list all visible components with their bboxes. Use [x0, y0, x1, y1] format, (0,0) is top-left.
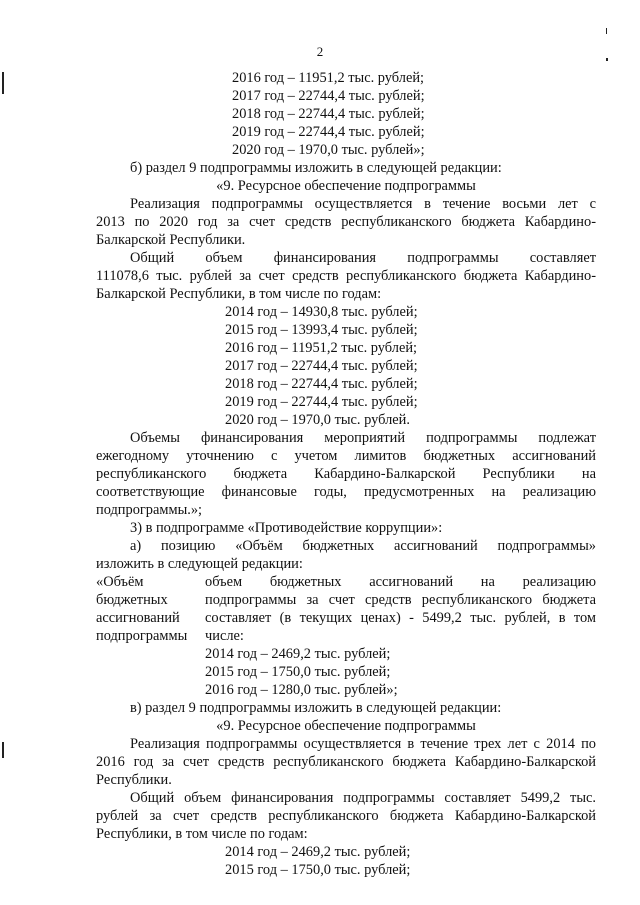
- year-line: 2014 год – 2469,2 тыс. рублей;: [205, 646, 391, 662]
- year-line: 2015 год – 1750,0 тыс. рублей;: [205, 664, 391, 680]
- year-line: 2014 год – 2469,2 тыс. рублей;: [225, 844, 411, 860]
- scan-mark: [2, 742, 4, 758]
- year-line: 2020 год – 1970,0 тыс. рублей»;: [232, 142, 425, 158]
- year-line: 2017 год – 22744,4 тыс. рублей;: [232, 88, 425, 104]
- page-number: 2: [316, 44, 324, 59]
- item-v: в) раздел 9 подпрограммы изложить в следующей редакции:: [130, 700, 502, 716]
- paragraph-line: ежегодному уточнению с учетом лимитов бюджетных ассигнований: [96, 448, 596, 464]
- paragraph-line: рублей за счет средств республиканского бюджета Кабардино-Балкарской: [96, 808, 596, 824]
- table-right-cell: объем бюджетных ассигнований на реализацию: [205, 574, 596, 590]
- paragraph-line: Республики, в том числе по годам:: [96, 826, 308, 842]
- year-line: 2016 год – 11951,2 тыс. рублей;: [225, 340, 418, 356]
- paragraph-line: подпрограммы.»;: [96, 502, 203, 518]
- paragraph-line: соответствующие финансовые годы, предусмотренных на реализацию: [96, 484, 596, 500]
- paragraph-line: Объемы финансирования мероприятий подпрограммы подлежат: [130, 430, 596, 446]
- item-b: б) раздел 9 подпрограммы изложить в следующей редакции:: [130, 160, 502, 176]
- scan-mark: [606, 28, 607, 34]
- year-line: 2014 год – 14930,8 тыс. рублей;: [225, 304, 418, 320]
- paragraph-line: 111078,6 тыс. рублей за счет средств республиканского бюджета Кабардино-: [96, 268, 596, 284]
- table-right-cell: числе:: [205, 628, 244, 644]
- table-left-cell: бюджетных: [96, 592, 168, 608]
- paragraph-line: 2013 по 2020 год за счет средств республиканского бюджета Кабардино-: [96, 214, 596, 230]
- item-a: а) позицию «Объём бюджетных ассигнований подпрограммы»: [130, 538, 596, 554]
- table-left-cell: ассигнований: [96, 610, 180, 626]
- year-line: 2015 год – 13993,4 тыс. рублей;: [225, 322, 418, 338]
- year-line: 2018 год – 22744,4 тыс. рублей;: [232, 106, 425, 122]
- item-a: изложить в следующей редакции:: [96, 556, 303, 572]
- paragraph-line: 2016 год за счет средств республиканского бюджета Кабардино-Балкарской: [96, 754, 596, 770]
- year-line: 2015 год – 1750,0 тыс. рублей;: [225, 862, 411, 878]
- paragraph-line: Балкарской Республики.: [96, 232, 246, 248]
- table-right-cell: подпрограммы за счет средств республиканского бюджета: [205, 592, 596, 608]
- year-line: 2019 год – 22744,4 тыс. рублей;: [232, 124, 425, 140]
- section-heading: «9. Ресурсное обеспечение подпрограммы: [216, 718, 476, 734]
- year-line: 2020 год – 1970,0 тыс. рублей.: [225, 412, 410, 428]
- year-line: 2018 год – 22744,4 тыс. рублей;: [225, 376, 418, 392]
- year-line: 2016 год – 1280,0 тыс. рублей»;: [205, 682, 398, 698]
- paragraph-line: Республики.: [96, 772, 172, 788]
- year-line: 2019 год – 22744,4 тыс. рублей;: [225, 394, 418, 410]
- paragraph-line: Реализация подпрограммы осуществляется в течение трех лет с 2014 по: [130, 736, 596, 752]
- item-3: 3) в подпрограмме «Противодействие коррупции»:: [130, 520, 443, 536]
- section-heading: «9. Ресурсное обеспечение подпрограммы: [216, 178, 476, 194]
- year-line: 2017 год – 22744,4 тыс. рублей;: [225, 358, 418, 374]
- table-right-cell: составляет (в текущих ценах) - 5499,2 тыс. рублей, в том: [205, 610, 596, 626]
- table-left-cell: подпрограммы: [96, 628, 188, 644]
- paragraph-line: Реализация подпрограммы осуществляется в течение восьми лет с: [130, 196, 596, 212]
- paragraph-line: Общий объем финансирования подпрограммы составляет: [130, 250, 596, 266]
- paragraph-line: республиканского бюджета Кабардино-Балкарской Республики на: [96, 466, 596, 482]
- scan-mark: [2, 72, 4, 94]
- year-line: 2016 год – 11951,2 тыс. рублей;: [232, 70, 425, 86]
- paragraph-line: Балкарской Республики, в том числе по годам:: [96, 286, 382, 302]
- paragraph-line: Общий объем финансирования подпрограммы составляет 5499,2 тыс.: [130, 790, 596, 806]
- table-left-cell: «Объём: [96, 574, 144, 590]
